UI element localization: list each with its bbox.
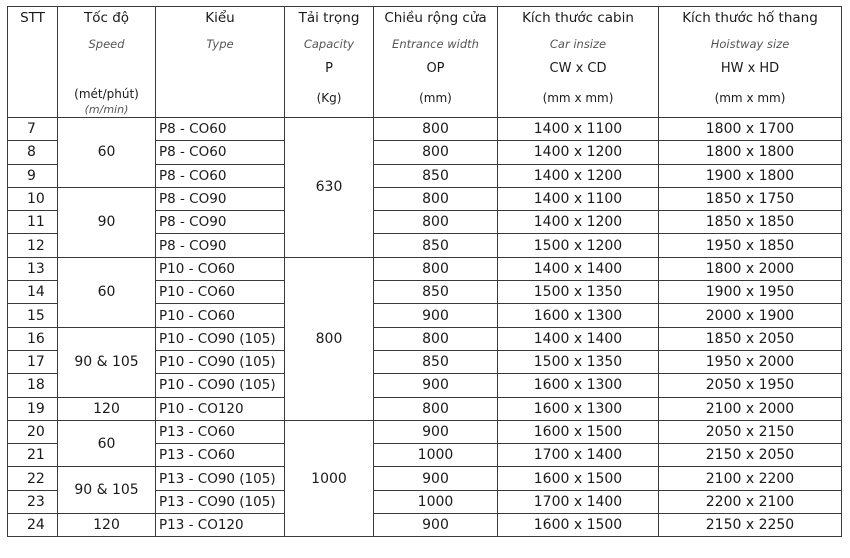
hoistway-cell: 2150 x 2250 — [659, 514, 842, 537]
header-cabin-vi: Kích thước cabin — [522, 10, 634, 26]
header-entrance-unit: (mm) — [419, 91, 452, 105]
header-capacity-unit: (Kg) — [316, 91, 342, 105]
stt-cell: 16 — [8, 327, 58, 350]
model-cell: P8 - CO90 — [156, 211, 285, 234]
model-cell: P13 - CO120 — [156, 514, 285, 537]
table-row — [8, 257, 842, 280]
cabin-cell: 1600 x 1300 — [498, 374, 659, 397]
entrance-cell: 900 — [374, 420, 498, 443]
header-type — [156, 7, 285, 118]
header-entrance-symbol: OP — [426, 61, 445, 76]
entrance-cell: 800 — [374, 187, 498, 210]
cabin-cell: 1400 x 1400 — [498, 327, 659, 350]
header-capacity-symbol: P — [325, 61, 333, 76]
cabin-cell: 1500 x 1200 — [498, 234, 659, 257]
cabin-cell: 1600 x 1300 — [498, 397, 659, 420]
hoistway-cell: 1900 x 1800 — [659, 164, 842, 187]
entrance-cell: 900 — [374, 514, 498, 537]
model-cell: P10 - CO120 — [156, 397, 285, 420]
entrance-cell: 800 — [374, 327, 498, 350]
header-cabin-symbol: CW x CD — [549, 61, 607, 76]
entrance-cell: 800 — [374, 397, 498, 420]
stt-cell: 15 — [8, 304, 58, 327]
header-cabin-unit: (mm x mm) — [542, 91, 614, 105]
header-speed-en: Speed — [88, 37, 125, 51]
stt-cell: 14 — [8, 281, 58, 304]
table-row — [8, 187, 842, 210]
cabin-cell: 1600 x 1500 — [498, 514, 659, 537]
cabin-cell: 1400 x 1400 — [498, 257, 659, 280]
cabin-cell: 1500 x 1350 — [498, 350, 659, 373]
speed-cell: 60 — [58, 118, 156, 188]
entrance-cell: 800 — [374, 257, 498, 280]
stt-cell: 21 — [8, 444, 58, 467]
speed-cell: 60 — [58, 420, 156, 467]
stt-cell: 18 — [8, 374, 58, 397]
hoistway-cell: 2100 x 2000 — [659, 397, 842, 420]
stt-cell: 20 — [8, 420, 58, 443]
model-cell: P10 - CO60 — [156, 257, 285, 280]
entrance-cell: 1000 — [374, 444, 498, 467]
cabin-cell: 1400 x 1200 — [498, 141, 659, 164]
entrance-cell: 850 — [374, 234, 498, 257]
cabin-cell: 1600 x 1500 — [498, 420, 659, 443]
hoistway-cell: 2200 x 2100 — [659, 490, 842, 513]
speed-cell: 120 — [58, 397, 156, 420]
cabin-cell: 1500 x 1350 — [498, 281, 659, 304]
capacity-cell: 800 — [285, 257, 374, 420]
stt-cell: 10 — [8, 187, 58, 210]
header-entrance-vi: Chiều rộng cửa — [384, 10, 487, 26]
stt-cell: 8 — [8, 141, 58, 164]
table-row — [8, 327, 842, 350]
stt-cell: 13 — [8, 257, 58, 280]
hoistway-cell: 2000 x 1900 — [659, 304, 842, 327]
stt-cell: 24 — [8, 514, 58, 537]
entrance-cell: 1000 — [374, 490, 498, 513]
cabin-cell: 1400 x 1200 — [498, 211, 659, 234]
cabin-cell: 1700 x 1400 — [498, 490, 659, 513]
speed-cell: 90 — [58, 187, 156, 257]
stt-cell: 22 — [8, 467, 58, 490]
model-cell: P10 - CO90 (105) — [156, 327, 285, 350]
hoistway-cell: 2100 x 2200 — [659, 467, 842, 490]
table-row — [8, 118, 842, 141]
stt-cell: 23 — [8, 490, 58, 513]
hoistway-cell: 1850 x 1850 — [659, 211, 842, 234]
entrance-cell: 850 — [374, 281, 498, 304]
hoistway-cell: 1800 x 1700 — [659, 118, 842, 141]
cabin-cell: 1700 x 1400 — [498, 444, 659, 467]
hoistway-cell: 2050 x 1950 — [659, 374, 842, 397]
table-row — [8, 420, 842, 443]
header-type-en: Type — [206, 37, 234, 51]
table-row — [8, 397, 842, 420]
speed-cell: 90 & 105 — [58, 467, 156, 514]
header-cabin-en: Car insize — [549, 37, 607, 51]
stt-cell: 17 — [8, 350, 58, 373]
header-type-vi: Kiểu — [205, 10, 235, 26]
stt-cell: 7 — [8, 118, 58, 141]
table-row — [8, 514, 842, 537]
model-cell: P13 - CO90 (105) — [156, 467, 285, 490]
header-speed-vi: Tốc độ — [83, 10, 130, 26]
hoistway-cell: 1900 x 1950 — [659, 281, 842, 304]
header-row — [8, 7, 842, 118]
hoistway-cell: 1800 x 1800 — [659, 141, 842, 164]
speed-cell: 90 & 105 — [58, 327, 156, 397]
entrance-cell: 800 — [374, 118, 498, 141]
hoistway-cell: 1850 x 1750 — [659, 187, 842, 210]
speed-cell: 120 — [58, 514, 156, 537]
speed-cell: 60 — [58, 257, 156, 327]
stt-cell: 11 — [8, 211, 58, 234]
cabin-cell: 1400 x 1200 — [498, 164, 659, 187]
capacity-cell: 630 — [285, 118, 374, 258]
model-cell: P8 - CO90 — [156, 234, 285, 257]
model-cell: P10 - CO60 — [156, 281, 285, 304]
cabin-cell: 1400 x 1100 — [498, 118, 659, 141]
header-speed-unit-vi: (mét/phút) — [74, 87, 139, 101]
entrance-cell: 850 — [374, 350, 498, 373]
header-speed-unit-en: (m/min) — [84, 103, 129, 116]
model-cell: P13 - CO60 — [156, 420, 285, 443]
model-cell: P8 - CO90 — [156, 187, 285, 210]
model-cell: P10 - CO60 — [156, 304, 285, 327]
model-cell: P13 - CO60 — [156, 444, 285, 467]
entrance-cell: 800 — [374, 141, 498, 164]
header-capacity-en: Capacity — [303, 37, 355, 51]
header-hoistway — [659, 7, 842, 118]
model-cell: P8 - CO60 — [156, 141, 285, 164]
cabin-cell: 1400 x 1100 — [498, 187, 659, 210]
model-cell: P13 - CO90 (105) — [156, 490, 285, 513]
header-hoistway-vi: Kích thước hố thang — [682, 10, 818, 26]
model-cell: P10 - CO90 (105) — [156, 374, 285, 397]
entrance-cell: 900 — [374, 304, 498, 327]
model-cell: P8 - CO60 — [156, 118, 285, 141]
model-cell: P10 - CO90 (105) — [156, 350, 285, 373]
header-capacity-vi: Tải trọng — [298, 10, 360, 26]
entrance-cell: 850 — [374, 164, 498, 187]
hoistway-cell: 1800 x 2000 — [659, 257, 842, 280]
model-cell: P8 - CO60 — [156, 164, 285, 187]
stt-cell: 19 — [8, 397, 58, 420]
header-hoistway-en: Hoistway size — [710, 37, 790, 51]
hoistway-cell: 1950 x 1850 — [659, 234, 842, 257]
entrance-cell: 900 — [374, 467, 498, 490]
elevator-spec-table — [7, 6, 842, 537]
entrance-cell: 800 — [374, 211, 498, 234]
hoistway-cell: 1850 x 2050 — [659, 327, 842, 350]
entrance-cell: 900 — [374, 374, 498, 397]
header-capacity — [285, 7, 374, 118]
header-cabin — [498, 7, 659, 118]
stt-cell: 9 — [8, 164, 58, 187]
hoistway-cell: 2050 x 2150 — [659, 420, 842, 443]
header-stt-label: STT — [20, 10, 45, 26]
stt-cell: 12 — [8, 234, 58, 257]
hoistway-cell: 2150 x 2050 — [659, 444, 842, 467]
header-entrance-en: Entrance width — [392, 37, 479, 51]
header-stt — [8, 7, 58, 118]
table-row — [8, 467, 842, 490]
header-entrance — [374, 7, 498, 118]
header-hoistway-unit: (mm x mm) — [714, 91, 786, 105]
header-hoistway-symbol: HW x HD — [720, 61, 780, 76]
cabin-cell: 1600 x 1300 — [498, 304, 659, 327]
cabin-cell: 1600 x 1500 — [498, 467, 659, 490]
hoistway-cell: 1950 x 2000 — [659, 350, 842, 373]
capacity-cell: 1000 — [285, 420, 374, 536]
header-speed — [58, 7, 156, 118]
